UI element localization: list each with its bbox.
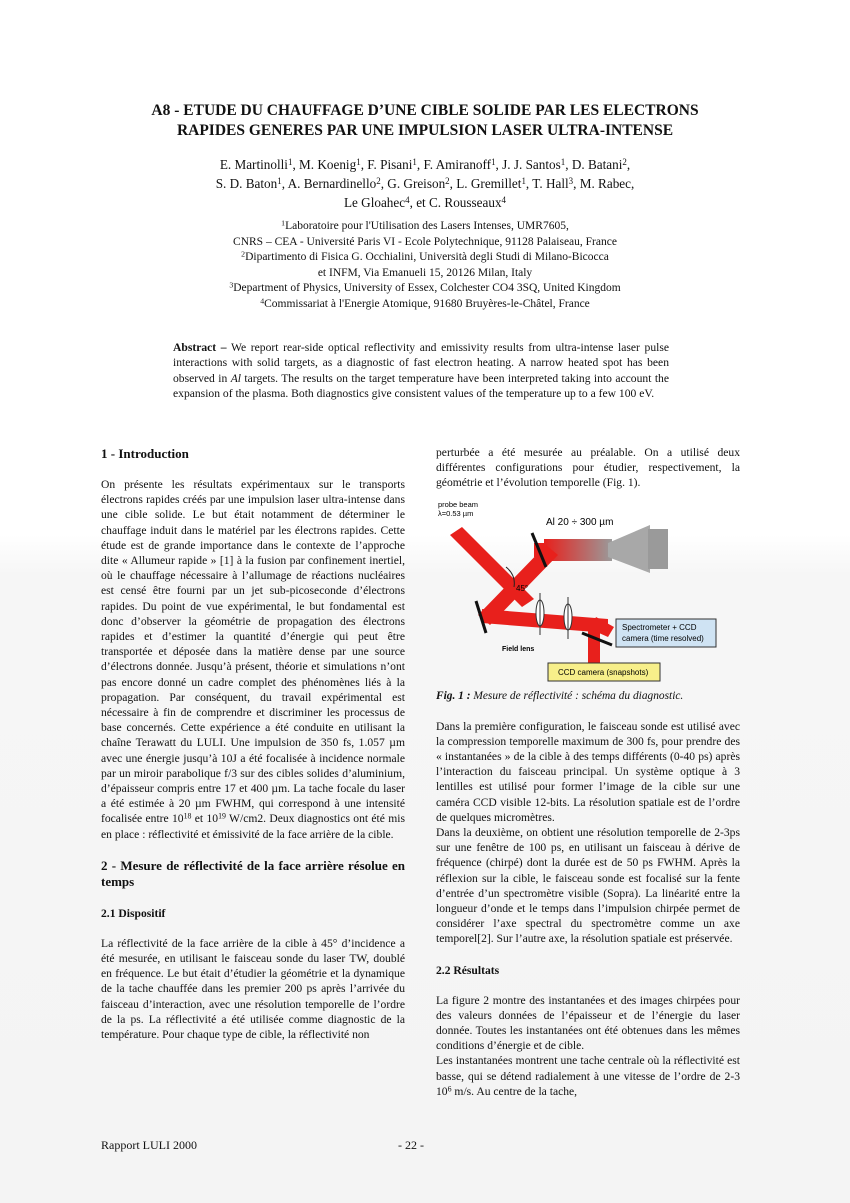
author: C. Rousseaux$^4$ <box>429 194 507 210</box>
angle-label: 45° <box>516 583 529 593</box>
abstract-element: Al <box>230 371 242 385</box>
config-1-paragraph: Dans la première configuration, le faisceau sonde est utilisé avec la compression temporelle maximum de 300 fs, pour prendre des « instantanées » de la cible à des temps différents (0-40 ps) après l’interaction du faisceau principal. Un système optique à 3 lentilles est utilisé pour former l’image de la cible sur une caméra CCD visible 12-bits. La résolution spatiale est de l’ordre de quelques micromètres. <box>436 719 740 824</box>
author: F. Pisani$^1$, <box>367 156 424 172</box>
affiliation-4: $^4$Commissariat à l'Energie Atomique, 91680 Bruyères-le-Châtel, France <box>260 296 590 310</box>
subsection-heading-dispositif: 2.1 Dispositif <box>101 906 166 920</box>
probe-wavelength-label: λ=0.53 µm <box>438 508 474 518</box>
reflectivity-setup-svg <box>436 495 740 683</box>
subsection-heading-resultats: 2.2 Résultats <box>436 963 500 977</box>
probe-beam-incoming <box>450 527 534 607</box>
section-heading-introduction: 1 - Introduction <box>101 446 189 461</box>
results-paragraph-1: La figure 2 montre des instantanées et des images chirpées pour des valeurs données de l’épaisseur et de l’énergie du laser donnée. Toutes les instantanées ont été obtenues dans les mêmes conditions d’énergie et de cible. <box>436 993 740 1053</box>
spacer <box>436 978 740 993</box>
results-paragraph-2: Les instantanées montrent une tache centrale où la réflectivité est basse, qui se détend radialement à une vitesse de l’ordre de 2-3 $10^6$ m/s. Au centre de la tache, <box>436 1054 740 1098</box>
abstract-label: Abstract – <box>173 341 227 354</box>
affiliation-3: $^3$Department of Physics, University of Essex, Colchester CO4 3SQ, United Kingdom <box>229 280 621 295</box>
title-line-1: A8 - ETUDE DU CHAUFFAGE D’UNE CIBLE SOLIDE PAR LES ELECTRONS <box>151 102 699 119</box>
caption-text: Mesure de réflectivité : schéma du diagnostic. <box>470 689 684 702</box>
figure-1-diagram <box>436 495 740 683</box>
affiliation-2: $^2$Dipartimento di Fisica G. Occhialini, Università degli Studi di Milano-Bicocca <box>241 249 609 264</box>
field-lens-label: Field lens <box>502 645 535 653</box>
spectrometer-label: Spectrometer + CCD <box>622 622 697 632</box>
paper-title <box>60 101 790 141</box>
target-label: Al 20 ÷ 300 µm <box>546 516 614 528</box>
spacer <box>101 890 405 906</box>
figure-1-caption <box>436 689 740 703</box>
author: F. Amiranoff$^1$, <box>423 156 503 172</box>
config-2-paragraph: Dans la deuxième, on obtient une résolution temporelle de 2-3ps sur une fenêtre de 100 ps, en utilisant un faisceau à dérive de fréquence (chirpé) dont la durée est de 50 ps FWHM. Après la réflexion sur la cible, le faisceau sonde est focalisé sur la fente d’entrée d’un spectromètre visible (Sopra). La linéarité entre la longueur d’onde et le temps dans l’impulsion chirpée permet de considérer l’axe spectral du spectromètre comme un axe temporel[2]. Sur l’autre axe, la résolution spatiale est préservée. <box>436 826 740 946</box>
spacer <box>101 921 405 936</box>
abstract <box>173 340 669 401</box>
author: M. Rabec, <box>579 176 635 191</box>
author: J. J. Santos$^1$, <box>502 156 572 172</box>
spacer <box>101 842 405 858</box>
title-line-2: RAPIDES GENERES PAR UNE IMPULSION LASER ULTRA-INTENSE <box>176 122 674 139</box>
ccd-label: CCD camera (snapshots) <box>558 667 649 677</box>
spacer <box>436 947 740 963</box>
author: E. Martinolli$^1$, <box>219 156 300 172</box>
page-number: - 22 - <box>398 1138 424 1152</box>
author: G. Greison$^2$, <box>387 175 457 191</box>
affiliation-1: $^1$Laboratoire pour l'Utilisation des Lasers Intenses, UMR7605, <box>281 218 569 232</box>
author: Le Gloahec$^4$, et <box>343 194 430 210</box>
parabola-cone <box>608 525 650 573</box>
author: L. Gremillet$^1$, <box>456 175 533 191</box>
affiliation-2-cont: et INFM, Via Emanueli 15, 20126 Milan, Italy <box>317 266 533 279</box>
section-heading-reflectivity: 2 - Mesure de réflectivité de la face arrière résolue en temps <box>101 857 405 889</box>
intro-paragraph: On présente les résultats expérimentaux sur le transports électrons rapides créés par une impulsion laser ultra-intense dans une cible solide. Le but était notamment de déterminer le chauffage induit dans le matériel par les électrons rapides. Cette étude est de grande importance dans le contexte de l’approche dite « Allumeur rapide » [1] à la fusion par confinement inertiel, où le chauffage nécessaire à l’allumage de réactions nucléaires est censé être fourni par un jet sub-picoseconde d’électrons rapides. Du point de vue expérimental, le but fondamental est donc d’observer la géométrie de propagation des électrons rapides et d’estimer la quantité d’énergie qui peut être transportée et déposée dans la matière dense par une source d’électrons donnée. Jusqu’à présent, théorie et simulations n’ont pas encore donné un cadre complet des phénomènes liés à la propagation. Par conséquent, du travail expérimental est nécessaire à fin de comprendre et discriminer les processus de base concernés. Cette expérience a été conduite en utilisant la chaîne Terawatt du LULI. Une impulsion de 350 fs, 1.057 µm avec une énergie jusqu’à 10J a été focalisée à incidence normale par un miroir parabolique f/3 sur des cibles solides d’aluminium, d’épaisseur compris entre 17 et 400 µm. La tache focale du laser a été estimée à 20 µm FWHM, qui correspond à une intensité focalisée entre $10^{18}$ et $10^{19}$ W/cm2. Deux diagnostics ont été mis en place : réflectivité et émissivité de la face arrière de la cible. <box>101 478 405 841</box>
author: M. Koenig$^1$, <box>299 156 368 172</box>
abstract-text: We report rear-side optical reflectivity and emissivity results from ultra-intense laser pulse interactions with solid targets, as a diagnostic of fast electron heating. A narrow heated spot has been observed in <box>173 341 670 385</box>
spectrometer-label-2: camera (time resolved) <box>622 633 704 643</box>
author: D. Batani$^2$, <box>571 156 631 172</box>
spacer <box>436 703 740 719</box>
author-list <box>110 155 740 212</box>
affiliation-1-cont: CNRS – CEA - Université Paris VI - Ecole Polytechnique, 91128 Palaiseau, France <box>233 235 617 248</box>
dispositif-paragraph: La réflectivité de la face arrière de la cible à 45° d’incidence a été mesurée, en utilisant le faisceau sonde du laser TW, doublé en fréquence. Le but était d’étudier la géométrie et la dynamique de la tache chauffée dans les premier 200 ps après l’arrivée du faisceau d’interaction, avec une résolution temporelle de l’ordre de la ps. La réflectivité a été utilisée comme diagnostic de la température. Pour chaque type de cible, la réflectivité non <box>101 936 405 1042</box>
dispositif-paragraph-cont: perturbée a été mesurée au préalable. On a utilisé deux différentes configurations pour étudier, respectivement, la géométrie et l’évolution temporelle (Fig. 1). <box>436 446 740 490</box>
left-column <box>101 446 405 1042</box>
probe-beam-label: probe beam <box>438 499 479 509</box>
footer-report-name: Rapport LULI 2000 <box>101 1138 197 1152</box>
author: A. Bernardinello$^2$, <box>287 175 388 191</box>
right-column <box>436 445 740 1099</box>
ccd-beam <box>588 627 600 665</box>
parabola-body <box>648 529 668 569</box>
section-2-heading-wrap <box>101 858 405 890</box>
spacer <box>101 462 405 477</box>
author: T. Hall$^3$, <box>532 175 580 191</box>
caption-label: Fig. 1 : <box>436 689 471 702</box>
abstract-text-cont: targets. The results on the target temperature have been interpreted taking into account the expansion of the plasma. Both diagnostics give consistent values of the temperature up to a few 100 eV. <box>173 371 669 400</box>
affiliations <box>110 219 740 313</box>
author: S. D. Baton$^1$, <box>215 175 288 191</box>
